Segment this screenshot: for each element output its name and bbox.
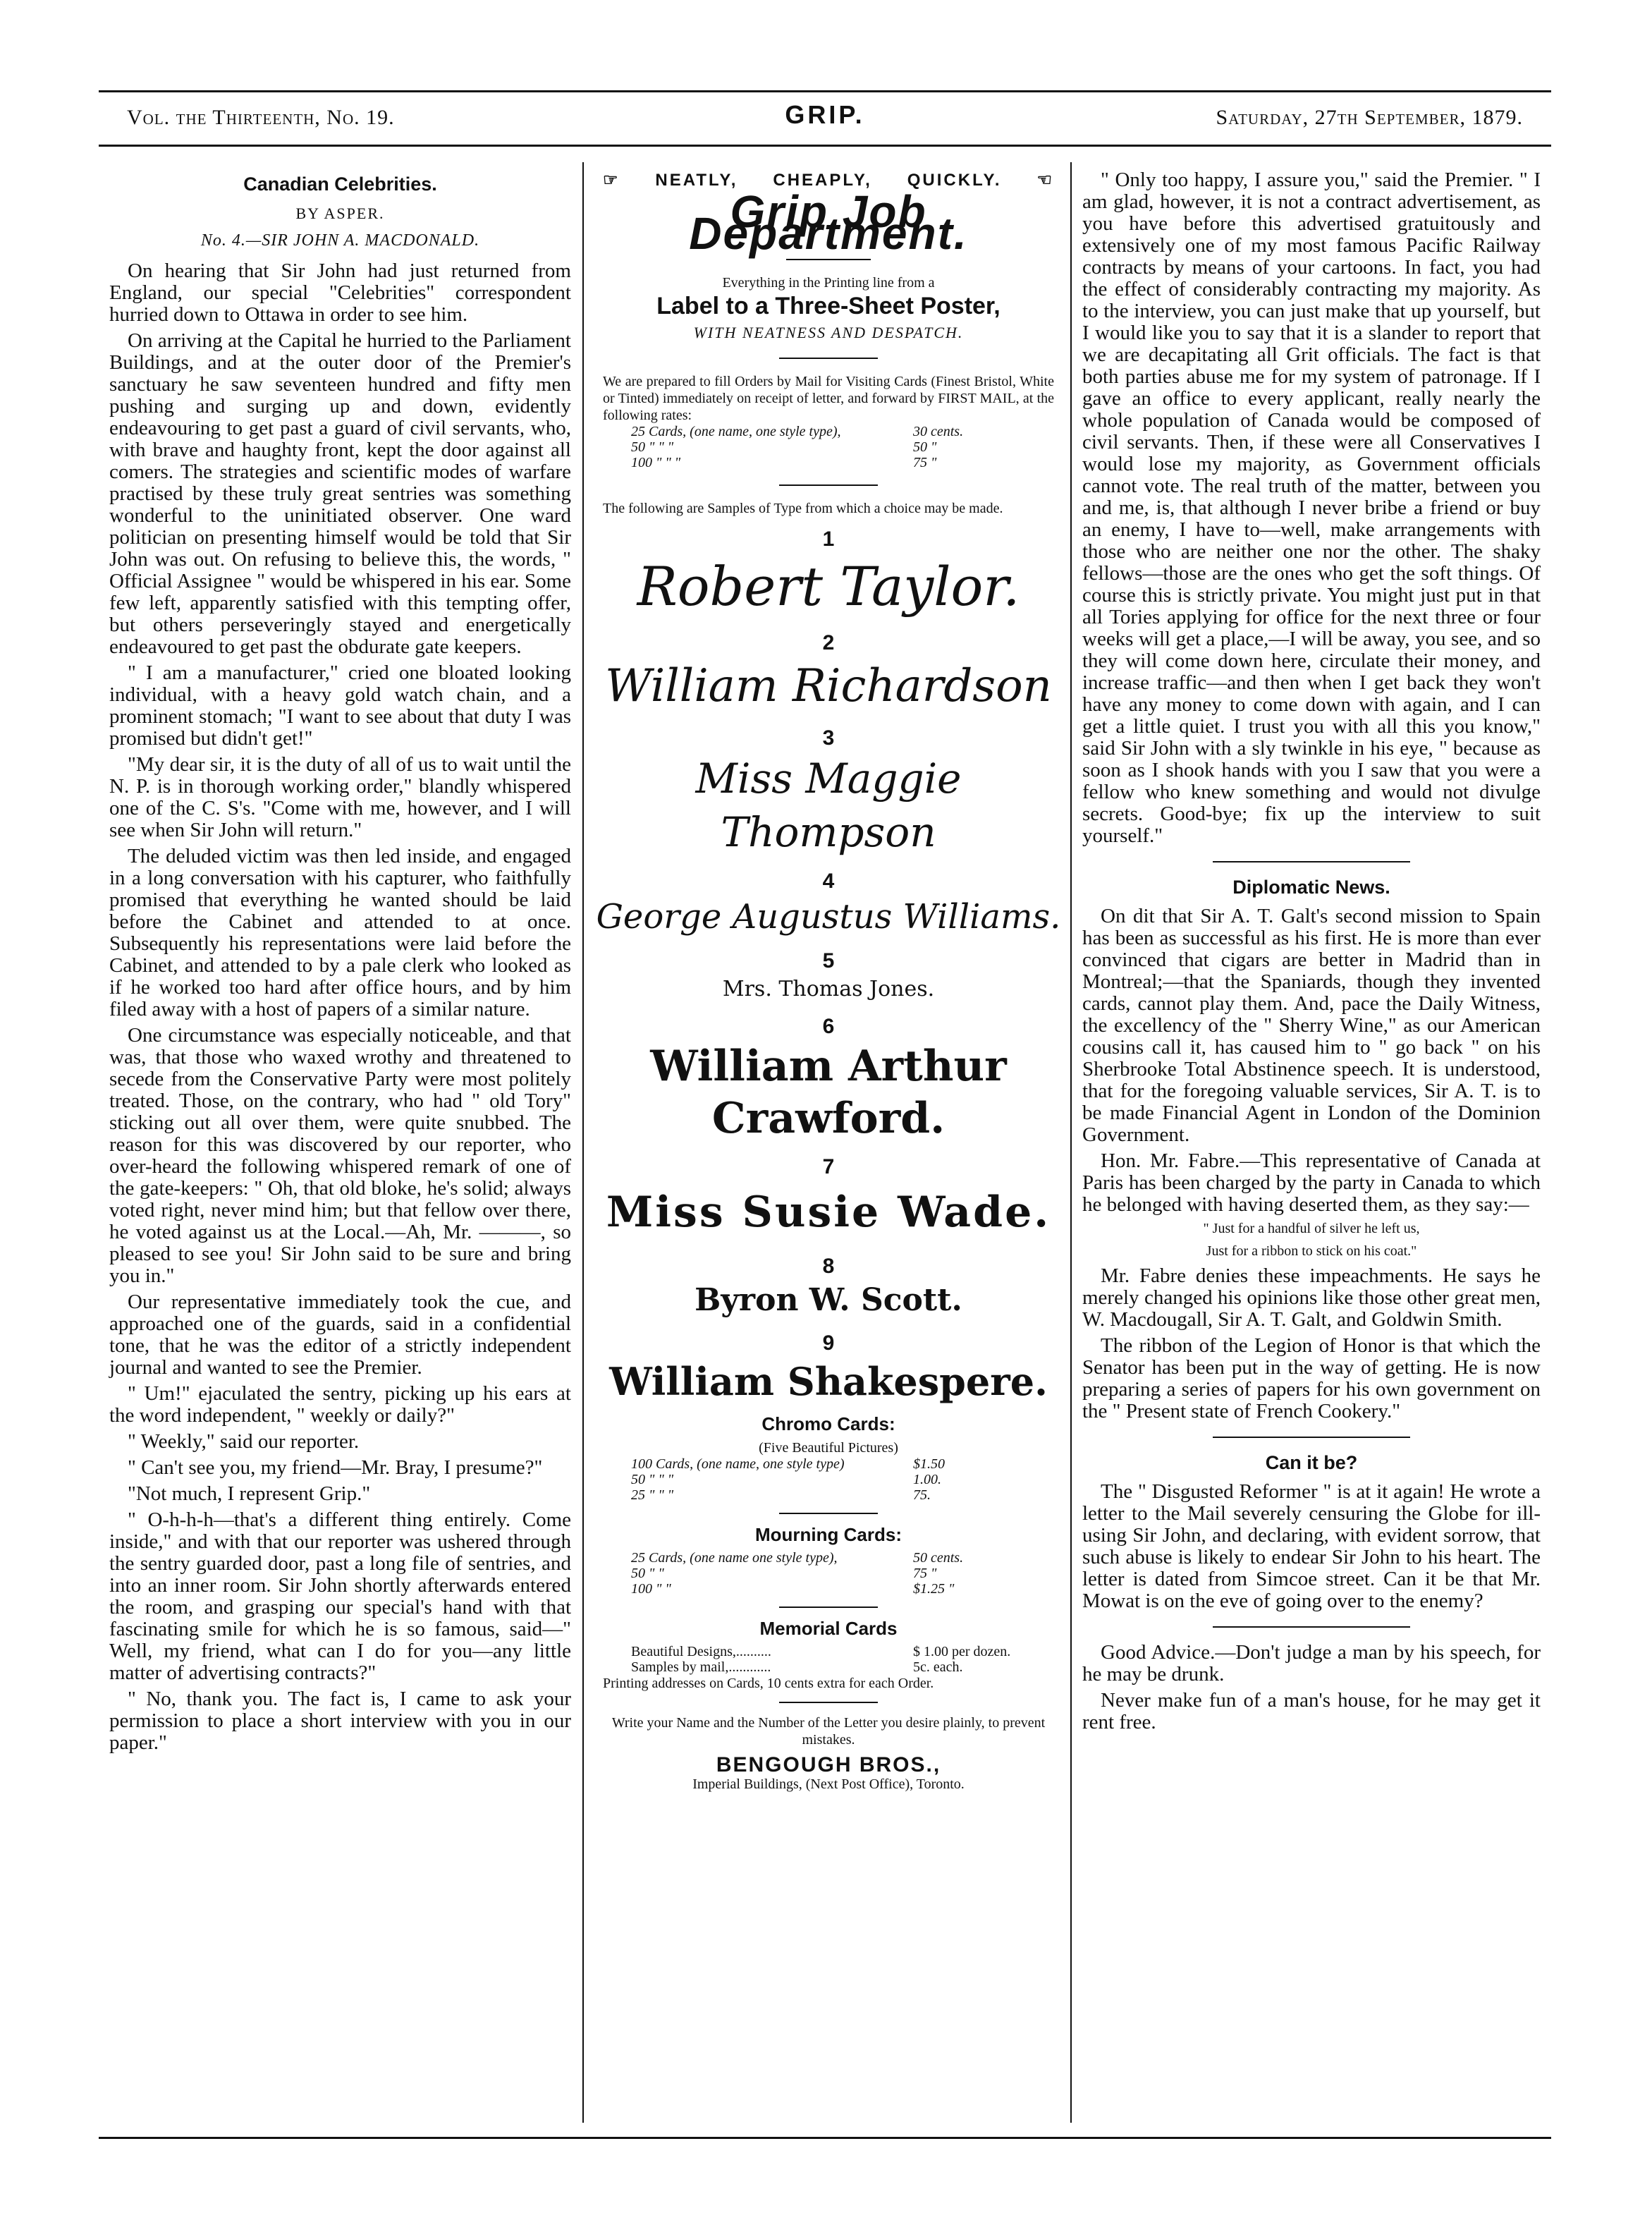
paragraph: The deluded victim was then led inside, and engaged in a long conversation with his capturer, who faithfully promised that everything he wanted should be laid before the Cabinet and attended to at once. Subsequently his representations were laid before the Cabinet, and attended to by a pale clerk who looked as if he worked too hard after office hours, and by him filed away with a host of papers of a similar nature.	[109, 845, 571, 1020]
sample-number: 8	[822, 1255, 835, 1278]
publisher-name: BENGOUGH BROS.,	[716, 1753, 941, 1776]
divider	[779, 1702, 878, 1703]
divider	[1213, 1437, 1410, 1438]
paragraph: Hon. Mr. Fabre.—This representative of Canada at Paris has been charged by the party in Canada to which he belonged with having deserted them, as they say:—	[1082, 1150, 1541, 1216]
paragraph: " Weekly," said our reporter.	[128, 1430, 360, 1453]
type-sample: William Shakespere.	[609, 1359, 1048, 1404]
paragraph: The " Disgusted Reformer " is at it again! He wrote a letter to the Mail severely censuring the Globe for ill-using Sir John, and declaring, with evident sorrow, that such abuse is likely to endear Sir John to his heart. The letter is dated from Simcoe street. Can it be that Mr. Mowat is on the eve of going over to the enemy?	[1082, 1480, 1541, 1612]
paragraph: "My dear sir, it is the duty of all of us to wait until the N. P. is in thorough working order," blandly whispered one of the C. S's. "Come with me, however, and I will see when Sir John will return."	[109, 753, 571, 841]
divider	[779, 1513, 878, 1514]
mourning-cards-title: Mourning Cards:	[755, 1524, 902, 1545]
paragraph: Mr. Fabre denies these impeachments. He says he merely changed his opinions like those other great men, W. Macdougall, Sir A. T. Galt, and Goldwin Smith.	[1082, 1264, 1541, 1331]
paragraph: " O-h-h-h—that's a different thing entirely. Come inside," and with that our reporter was ushered through the sentry guarded door, past a long file of sentries, and into an inner room. Sir John shortly afterwards entered the room, and grasping our special's hand with that fascinating smile for which he is so famous, said—" Well, my friend, what can I do for you—any little matter of advertising contracts?"	[109, 1508, 571, 1684]
column-rule-2	[1070, 162, 1072, 2123]
printing-note: Printing addresses on Cards, 10 cents extra for each Order.	[603, 1676, 934, 1691]
samples-intro: The following are Samples of Type from which a choice may be made.	[603, 501, 1003, 516]
type-sample: Miss Maggie Thompson	[695, 755, 962, 856]
footer-rule	[99, 2137, 1551, 2139]
type-sample: Byron W. Scott.	[695, 1282, 962, 1318]
rate-row: 100 " " " 75 "	[631, 455, 937, 470]
rate-row: 50 " " " 1.00.	[631, 1472, 941, 1487]
article-subheading: No. 4.—SIR JOHN A. MACDONALD.	[200, 231, 480, 250]
paragraph: Never make fun of a man's house, for he may get it rent free.	[1082, 1689, 1541, 1733]
sample-number: 1	[822, 528, 835, 551]
ad-line: Everything in the Printing line from a	[722, 275, 935, 291]
tagline-quickly: QUICKLY.	[907, 171, 1002, 190]
type-sample: William Richardson	[605, 660, 1052, 712]
divider	[779, 1607, 878, 1608]
paragraph: " Um!" ejaculated the sentry, picking up his ears at the word independent, " weekly or daily?"	[109, 1382, 571, 1427]
sample-number: 9	[822, 1331, 835, 1355]
ad-neatness: WITH NEATNESS AND DESPATCH.	[693, 324, 964, 341]
column-job-department-ad	[596, 169, 1061, 1793]
tagline-neatly: NEATLY,	[655, 171, 738, 190]
divider	[786, 259, 871, 260]
divider	[779, 358, 878, 359]
chromo-cards-title: Chromo Cards:	[761, 1413, 895, 1434]
interview-paragraph: " Only too happy, I assure you," said the Premier. " I am glad, however, it is not a contract advertisement, as you have before this advertised gratuitously and extensively one of my most famous Pacific Railway contracts by means of your cartoons. In fact, you had the effect of considerably contracting my majority. As to the interview, you can just make that up yourself, but I would like you to say that it is a slander to report that we are decapitating all Grit officials. The fact is that both parties abuse me for my system of patronage. If I gave an office to every applicant, really nearly the whole population of Canada would be composed of civil servants. Then, if these were all Conservatives I would lose my majority, as Government officials cannot vote. The real truth of the matter, between you and me, is, that although I never bribe a friend or buy an enemy, I have to—well, make arrangements with those who are neither one nor the other. The shaky fellows—those are the ones who get the soft things. Of course this is strictly private. You might just put in that all Tories applying for office for the next three or four weeks will get a place,—I will be away, you see, and so they will come down here, circulate their money, and increase traffic—and then when I get back they won't have any money to come down with again, and I can get a little quiet. I trust you with all this you know," said Sir John with a sly twinkle in his eye, " because as soon as I shook hands with you I saw that you were a fellow who knew something and would not divulge secrets. Good-bye; fix up the interview to suit yourself."	[1082, 169, 1541, 847]
tagline-cheaply: CHEAPLY,	[773, 171, 872, 190]
header-rule-top	[99, 90, 1551, 92]
column-canadian-celebrities	[109, 169, 571, 1758]
rate-row: 25 Cards, (one name, one style type), 30 cents.	[631, 424, 964, 439]
rate-row: 25 " " " 75.	[631, 1487, 931, 1503]
rate-row: Samples by mail,............ 5c. each.	[631, 1659, 963, 1675]
type-sample: William Arthur Crawford.	[650, 1042, 1007, 1143]
hand-pointer-icon: ☜	[1036, 171, 1054, 190]
ad-intro: We are prepared to fill Orders by Mail for Visiting Cards (Finest Bristol, White or Tinted) immediately on receipt of letter, and forward by FIRST MAIL, at the following rates:	[603, 374, 1054, 423]
type-sample: George Augustus Williams.	[596, 897, 1061, 937]
chromo-cards-sub: (Five Beautiful Pictures)	[759, 1440, 898, 1456]
article-byline: BY ASPER.	[295, 205, 385, 222]
ad-label: Label to a Three-Sheet Poster,	[656, 293, 1001, 319]
paragraph: On dit that Sir A. T. Galt's second mission to Spain has been as successful as his first. He is more than ever convinced that cigars are better in Madrid than in Montreal;—that the Spaniards, though they invented cards, cannot play them. And, pace the Daily Witness, the excellency of the " Sherry Wine," as our American cousins call it, has caused him to " go back " on his Sherbrooke Total Abstinence speech. It is understood, that for the foregoing valuable services, Sir A. T. is to be made Financial Agent in London of the Dominion Government.	[1082, 905, 1541, 1146]
type-sample: Mrs. Thomas Jones.	[722, 977, 935, 1001]
hand-pointer-icon: ☞	[603, 171, 620, 190]
can-it-be-heading: Can it be?	[1265, 1452, 1358, 1473]
sample-number: 3	[822, 726, 835, 750]
paragraph: Our representative immediately took the cue, and approached one of the guards, said in a confidential tone, that he was the editor of a strictly independent journal and wanted to see the Premier.	[109, 1291, 571, 1379]
memorial-card-rates	[596, 1644, 1061, 1675]
mourning-card-rates	[596, 1550, 1061, 1597]
paragraph: Good Advice.—Don't judge a man by his speech, for he may be drunk.	[1082, 1641, 1541, 1685]
sample-number: 6	[822, 1015, 835, 1038]
newspaper-title: GRIP.	[785, 100, 865, 129]
rate-row: 50 " " 75 "	[631, 1566, 937, 1581]
paragraph: On arriving at the Capital he hurried to the Parliament Buildings, and at the outer door of the Premier's sanctuary he saw seventeen hundred and fifty men pushing and surging up and down, evidently endeavouring to get past a guard of civil servants, who, with brave and haughty front, kept the door against all comers. The strategies and scientific modes of warfare practised by these truly great sentries was something wonderful to the uninitiated observer. One ward politician on presenting himself would be told that Sir John was out. On refusing to believe this, the words, " Official Assignee " would be whispered in his ear. Some few left, apparently satisfied with this tempting offer, but others perseveringly stayed and energetically endeavoured to get past the obdurate gate keepers.	[109, 329, 571, 658]
verse-line: Just for a ribbon to stick on his coat."	[1206, 1243, 1417, 1259]
visiting-card-rates	[596, 424, 1061, 470]
type-sample: Miss Susie Wade.	[606, 1188, 1051, 1237]
divider	[1213, 1626, 1410, 1628]
paragraph: " No, thank you. The fact is, I came to ask your permission to place a short interview with you in our paper."	[109, 1688, 571, 1754]
rate-row: 100 Cards, (one name, one style type) $1.50	[631, 1456, 945, 1472]
memorial-cards-title: Memorial Cards	[759, 1618, 898, 1639]
paragraph: " I am a manufacturer," cried one bloated looking individual, with a heavy gold watch chain, and a prominent stomach; "I want to see about that duty I was promised but didn't get!"	[109, 662, 571, 750]
sample-number: 2	[822, 631, 835, 654]
rate-row: 50 " " " 50 "	[631, 439, 937, 455]
verse-line: " Just for a handful of silver he left us,	[1203, 1221, 1420, 1236]
divider	[1213, 861, 1410, 862]
issue-date: Saturday, 27th September, 1879.	[1216, 106, 1523, 129]
rate-row: 100 " " $1.25 "	[631, 1581, 955, 1597]
sample-number: 4	[822, 870, 835, 893]
diplomatic-news-heading: Diplomatic News.	[1232, 877, 1390, 898]
column-interview-and-news	[1082, 169, 1541, 1738]
rate-row: 25 Cards, (one name one style type), 50 cents.	[631, 1550, 964, 1566]
rate-row: Beautiful Designs,.......... $ 1.00 per dozen.	[631, 1644, 1011, 1659]
divider	[779, 484, 878, 486]
article-heading: Canadian Celebrities.	[243, 173, 437, 195]
chromo-card-rates	[596, 1456, 1061, 1503]
header-rule-bottom	[99, 145, 1551, 147]
type-sample: Robert Taylor.	[637, 555, 1020, 618]
publisher-address: Imperial Buildings, (Next Post Office), Toronto.	[692, 1776, 965, 1792]
paragraph: On hearing that Sir John had just returned from England, our special "Celebrities" correspondent hurried down to Ottawa in order to see him.	[109, 260, 571, 326]
write-note: Write your Name and the Number of the Letter you desire plainly, to prevent mistakes.	[611, 1715, 1046, 1748]
volume-number: Vol. the Thirteenth, No. 19.	[127, 106, 395, 129]
sample-number: 5	[822, 949, 835, 973]
paragraph: " Can't see you, my friend—Mr. Bray, I presume?"	[128, 1456, 543, 1479]
sample-number: 7	[822, 1155, 835, 1178]
paragraph: The ribbon of the Legion of Honor is that which the Senator has been put in the way of getting. He is now preparing a series of papers for his own government on the " Present state of French Cookery."	[1082, 1334, 1541, 1422]
paragraph: One circumstance was especially noticeable, and that was, that those who waxed wrothy and threatened to secede from the Conservative Party were most politely treated. Those, on the contrary, who had " old Tory" sticking out all over them, were quite snubbed. The reason for this was discovered by our reporter, who over-heard the following whispered remark of one of the gate-keepers: " Oh, that old bloke, he's solid; always voted right, never mind him; but that fellow over there, he voted against us at the Local.—Ah, Mr. ———, so pleased to see you! Sir John said to be sure and bring you in."	[109, 1024, 571, 1287]
ad-title: Grip Job Department.	[689, 186, 968, 259]
column-rule-1	[582, 162, 584, 2123]
paragraph: "Not much, I represent Grip."	[128, 1482, 371, 1505]
masthead	[99, 97, 1551, 137]
